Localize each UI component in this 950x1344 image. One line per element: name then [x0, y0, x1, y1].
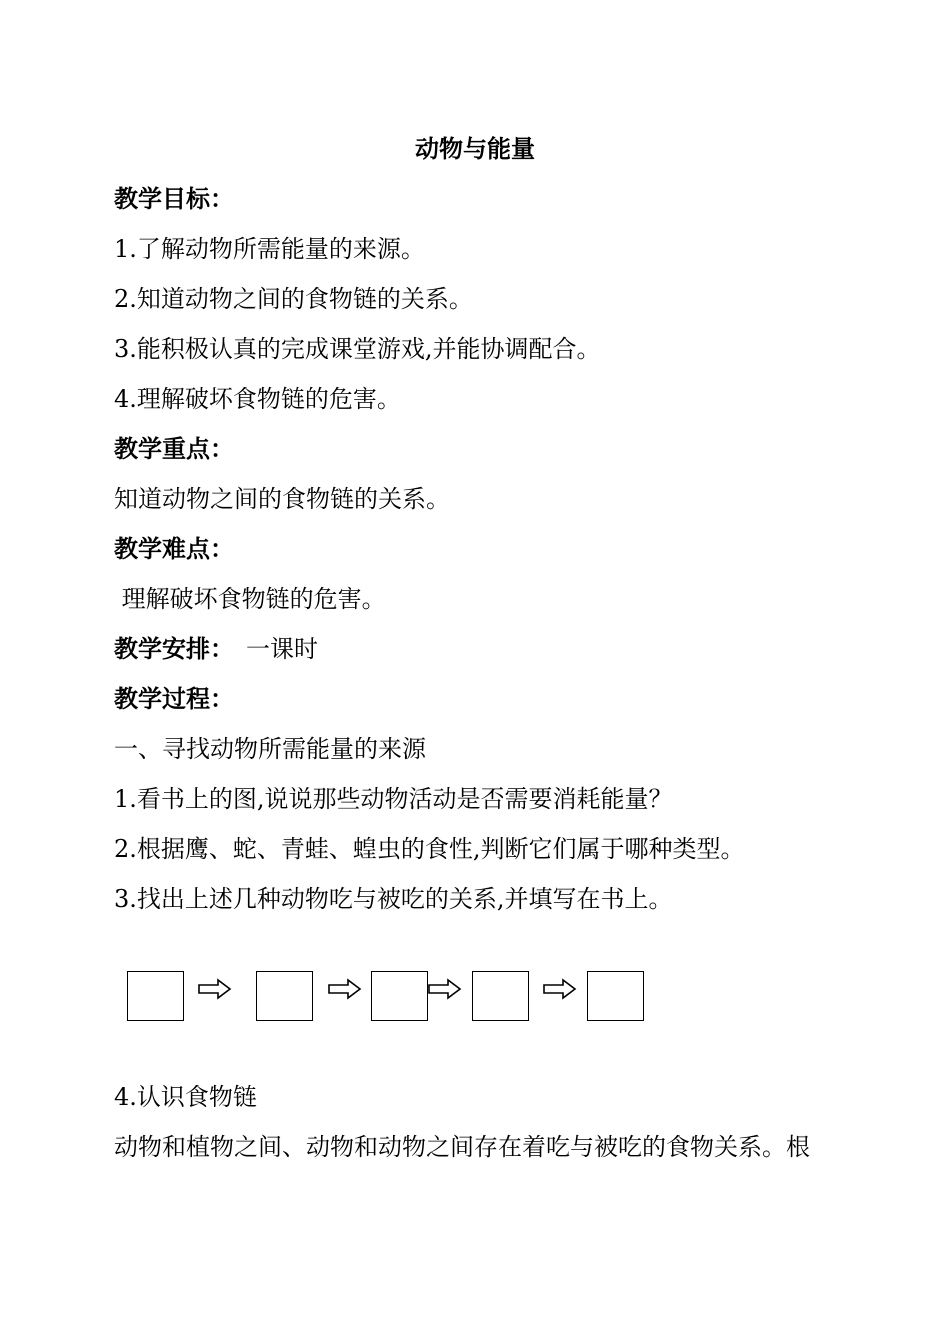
hollow-arrow-icon: [543, 978, 577, 1000]
food-chain-box: [472, 971, 529, 1021]
process-step-3: 3.找出上述几种动物吃与被吃的关系,并填写在书上。: [114, 885, 673, 913]
food-chain-box: [587, 971, 644, 1021]
schedule-heading: 教学安排：: [114, 634, 234, 663]
goal-item-2: 2.知道动物之间的食物链的关系。: [114, 285, 473, 313]
schedule-line: [114, 634, 318, 664]
key-point-heading: 教学重点：: [114, 434, 234, 463]
process-step-2: 2.根据鹰、蛇、青蛙、蝗虫的食性,判断它们属于哪种类型。: [114, 835, 745, 863]
document-title: 动物与能量: [415, 134, 535, 163]
difficulty-text: 理解破坏食物链的危害。: [114, 585, 386, 613]
goals-heading: 教学目标：: [114, 184, 234, 213]
schedule-text: 一课时: [246, 635, 318, 663]
hollow-arrow-icon: [328, 978, 362, 1000]
key-point-text: 知道动物之间的食物链的关系。: [114, 485, 450, 513]
process-heading: 教学过程：: [114, 684, 234, 713]
food-chain-box: [256, 971, 313, 1021]
difficulty-heading: 教学难点：: [114, 534, 234, 563]
food-chain-box: [127, 971, 184, 1021]
food-chain-box: [371, 971, 428, 1021]
process-step-4-title: 4.认识食物链: [114, 1083, 257, 1111]
process-step-1: 1.看书上的图,说说那些动物活动是否需要消耗能量？: [114, 785, 673, 813]
goal-item-4: 4.理解破坏食物链的危害。: [114, 385, 401, 413]
hollow-arrow-icon: [428, 978, 462, 1000]
goal-item-1: 1.了解动物所需能量的来源。: [114, 235, 425, 263]
process-step-4-text: 动物和植物之间、动物和动物之间存在着吃与被吃的食物关系。根: [114, 1133, 810, 1161]
hollow-arrow-icon: [198, 978, 232, 1000]
goal-item-3: 3.能积极认真的完成课堂游戏,并能协调配合。: [114, 335, 601, 363]
process-section-title: 一、寻找动物所需能量的来源: [114, 735, 426, 763]
